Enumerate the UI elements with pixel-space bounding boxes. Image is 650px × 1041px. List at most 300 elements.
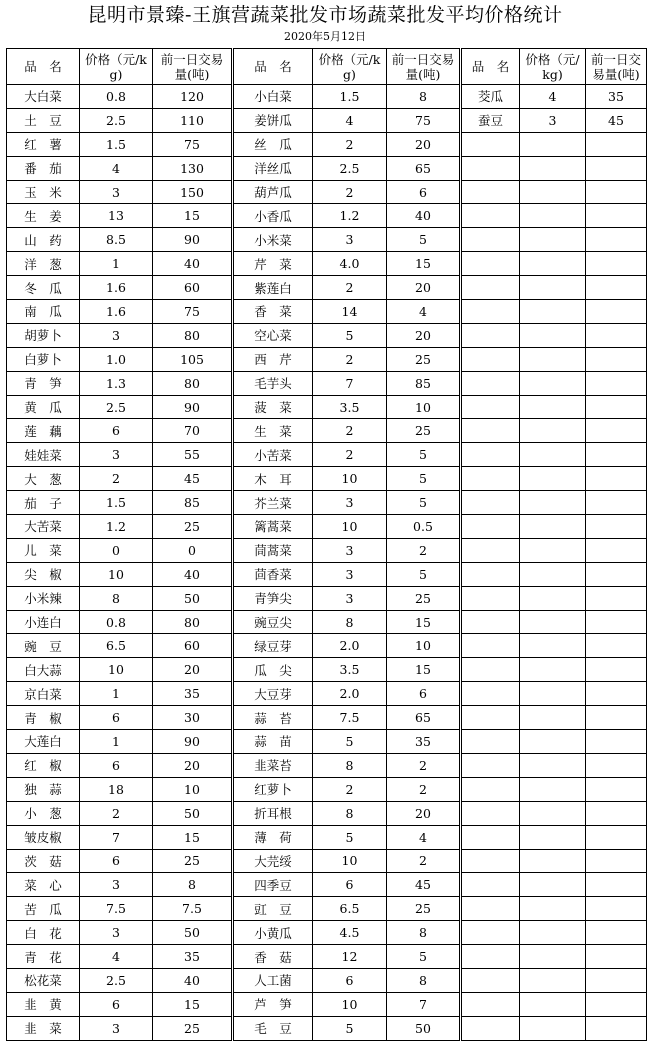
table-row xyxy=(7,610,647,634)
price-cell: 3 xyxy=(313,491,387,515)
price-cell: 10 xyxy=(313,992,387,1016)
price-cell xyxy=(520,395,586,419)
price-cell xyxy=(520,730,586,754)
price-cell: 3.5 xyxy=(313,658,387,682)
vegetable-name: 南 瓜 xyxy=(7,300,80,324)
volume-cell xyxy=(586,132,647,156)
volume-cell: 6 xyxy=(387,180,461,204)
volume-cell: 75 xyxy=(387,108,461,132)
vegetable-name: 大苦菜 xyxy=(7,515,80,539)
table-row xyxy=(7,634,647,658)
vegetable-name: 小米辣 xyxy=(7,586,80,610)
table-row xyxy=(7,897,647,921)
volume-cell: 2 xyxy=(387,753,461,777)
vegetable-name: 京白菜 xyxy=(7,682,80,706)
table-row xyxy=(7,753,647,777)
volume-cell: 45 xyxy=(153,467,233,491)
table-row xyxy=(7,682,647,706)
price-cell: 1.5 xyxy=(80,132,153,156)
vegetable-name: 莲 藕 xyxy=(7,419,80,443)
vegetable-name: 生 菜 xyxy=(233,419,313,443)
volume-cell: 25 xyxy=(387,419,461,443)
volume-cell: 5 xyxy=(387,443,461,467)
price-cell: 4.0 xyxy=(313,252,387,276)
vegetable-name xyxy=(461,873,520,897)
vegetable-name: 独 蒜 xyxy=(7,777,80,801)
price-cell: 3 xyxy=(80,921,153,945)
price-cell: 7 xyxy=(313,371,387,395)
volume-cell xyxy=(586,443,647,467)
price-cell xyxy=(520,491,586,515)
price-cell: 1.6 xyxy=(80,300,153,324)
volume-cell: 120 xyxy=(153,85,233,109)
price-cell xyxy=(520,252,586,276)
volume-cell xyxy=(586,347,647,371)
table-row xyxy=(7,777,647,801)
volume-cell: 15 xyxy=(387,610,461,634)
vegetable-name: 大豆芽 xyxy=(233,682,313,706)
price-cell xyxy=(520,801,586,825)
vegetable-name: 毛芋头 xyxy=(233,371,313,395)
price-cell xyxy=(520,300,586,324)
volume-cell: 25 xyxy=(153,849,233,873)
vegetable-name: 小米菜 xyxy=(233,228,313,252)
price-cell xyxy=(520,634,586,658)
price-cell: 1 xyxy=(80,682,153,706)
volume-cell xyxy=(586,730,647,754)
price-cell: 1.6 xyxy=(80,276,153,300)
vegetable-name: 紫莲白 xyxy=(233,276,313,300)
vegetable-name: 折耳根 xyxy=(233,801,313,825)
price-cell xyxy=(520,204,586,228)
volume-cell: 20 xyxy=(387,276,461,300)
price-cell: 3.5 xyxy=(313,395,387,419)
price-cell: 2.5 xyxy=(80,395,153,419)
volume-cell xyxy=(586,180,647,204)
vegetable-name: 青 椒 xyxy=(7,706,80,730)
vegetable-name xyxy=(461,753,520,777)
vegetable-name: 山 药 xyxy=(7,228,80,252)
vegetable-name xyxy=(461,491,520,515)
vegetable-name: 番 茄 xyxy=(7,156,80,180)
volume-cell: 35 xyxy=(586,85,647,109)
volume-cell: 8 xyxy=(387,921,461,945)
vegetable-name xyxy=(461,395,520,419)
volume-cell: 55 xyxy=(153,443,233,467)
volume-cell xyxy=(586,515,647,539)
volume-cell: 10 xyxy=(387,634,461,658)
header-name: 品 名 xyxy=(233,49,313,85)
price-cell: 8 xyxy=(80,586,153,610)
header-price: 价格（元/kg) xyxy=(313,49,387,85)
vegetable-name xyxy=(461,347,520,371)
page-title: 昆明市景臻-王旗营蔬菜批发市场蔬菜批发平均价格统计 xyxy=(87,4,563,26)
vegetable-name: 四季豆 xyxy=(233,873,313,897)
vegetable-name: 篱蒿菜 xyxy=(233,515,313,539)
vegetable-name: 蚕豆 xyxy=(461,108,520,132)
vegetable-name: 毛 豆 xyxy=(233,1016,313,1040)
table-row xyxy=(7,395,647,419)
volume-cell: 20 xyxy=(153,753,233,777)
table-row xyxy=(7,108,647,132)
vegetable-name xyxy=(461,180,520,204)
volume-cell: 30 xyxy=(153,706,233,730)
volume-cell: 5 xyxy=(387,467,461,491)
price-cell xyxy=(520,180,586,204)
vegetable-name: 大芫绥 xyxy=(233,849,313,873)
price-cell: 2 xyxy=(313,443,387,467)
vegetable-name: 葫芦瓜 xyxy=(233,180,313,204)
vegetable-name: 小白菜 xyxy=(233,85,313,109)
price-cell: 6 xyxy=(80,992,153,1016)
vegetable-name xyxy=(461,467,520,491)
volume-cell: 25 xyxy=(387,897,461,921)
header-row xyxy=(7,49,647,85)
price-cell xyxy=(520,132,586,156)
vegetable-name xyxy=(461,562,520,586)
volume-cell xyxy=(586,682,647,706)
price-cell xyxy=(520,538,586,562)
header-volume: 前一日交易量(吨) xyxy=(586,49,647,85)
vegetable-name: 青笋尖 xyxy=(233,586,313,610)
price-cell xyxy=(520,658,586,682)
price-cell: 4 xyxy=(520,85,586,109)
vegetable-name: 蒜 苔 xyxy=(233,706,313,730)
volume-cell: 0 xyxy=(153,538,233,562)
volume-cell xyxy=(586,300,647,324)
vegetable-name xyxy=(461,586,520,610)
vegetable-name: 蒜 苗 xyxy=(233,730,313,754)
volume-cell xyxy=(586,753,647,777)
volume-cell: 90 xyxy=(153,395,233,419)
vegetable-name: 娃娃菜 xyxy=(7,443,80,467)
vegetable-name xyxy=(461,921,520,945)
price-cell xyxy=(520,371,586,395)
vegetable-name: 茴香菜 xyxy=(233,562,313,586)
volume-cell: 10 xyxy=(387,395,461,419)
price-cell: 6.5 xyxy=(313,897,387,921)
price-cell: 6 xyxy=(80,419,153,443)
header-name: 品 名 xyxy=(7,49,80,85)
vegetable-name xyxy=(461,968,520,992)
volume-cell: 2 xyxy=(387,538,461,562)
price-cell: 6 xyxy=(80,706,153,730)
price-cell xyxy=(520,706,586,730)
vegetable-name: 芥兰菜 xyxy=(233,491,313,515)
vegetable-name xyxy=(461,419,520,443)
price-cell: 10 xyxy=(313,515,387,539)
price-cell: 1.5 xyxy=(313,85,387,109)
price-cell: 4 xyxy=(80,156,153,180)
volume-cell: 150 xyxy=(153,180,233,204)
table-row xyxy=(7,562,647,586)
volume-cell xyxy=(586,371,647,395)
table-row xyxy=(7,730,647,754)
vegetable-name xyxy=(461,132,520,156)
vegetable-name xyxy=(461,276,520,300)
vegetable-name xyxy=(461,300,520,324)
price-cell: 10 xyxy=(313,467,387,491)
price-cell: 4.5 xyxy=(313,921,387,945)
volume-cell: 80 xyxy=(153,323,233,347)
price-cell: 2.0 xyxy=(313,682,387,706)
table-row xyxy=(7,825,647,849)
vegetable-name xyxy=(461,443,520,467)
vegetable-name: 大白菜 xyxy=(7,85,80,109)
volume-cell xyxy=(586,419,647,443)
volume-cell: 5 xyxy=(387,228,461,252)
table-row xyxy=(7,180,647,204)
volume-cell xyxy=(586,204,647,228)
volume-cell xyxy=(586,825,647,849)
volume-cell: 35 xyxy=(387,730,461,754)
price-cell: 2.5 xyxy=(80,108,153,132)
volume-cell: 40 xyxy=(153,562,233,586)
vegetable-name: 茄 子 xyxy=(7,491,80,515)
vegetable-name: 大莲白 xyxy=(7,730,80,754)
price-cell xyxy=(520,276,586,300)
price-cell: 12 xyxy=(313,945,387,969)
volume-cell xyxy=(586,610,647,634)
table-row xyxy=(7,443,647,467)
price-cell xyxy=(520,419,586,443)
volume-cell: 7 xyxy=(387,992,461,1016)
vegetable-name xyxy=(461,730,520,754)
volume-cell xyxy=(586,801,647,825)
price-cell: 5 xyxy=(313,730,387,754)
volume-cell: 50 xyxy=(153,586,233,610)
price-cell: 2.0 xyxy=(313,634,387,658)
volume-cell xyxy=(586,777,647,801)
vegetable-name xyxy=(461,228,520,252)
vegetable-name: 胡萝卜 xyxy=(7,323,80,347)
table-row xyxy=(7,467,647,491)
volume-cell: 5 xyxy=(387,491,461,515)
vegetable-name: 菜 心 xyxy=(7,873,80,897)
price-cell: 3 xyxy=(80,323,153,347)
table-row xyxy=(7,658,647,682)
table-row xyxy=(7,276,647,300)
volume-cell: 20 xyxy=(387,323,461,347)
vegetable-name xyxy=(461,1016,520,1040)
volume-cell: 110 xyxy=(153,108,233,132)
volume-cell: 65 xyxy=(387,156,461,180)
volume-cell: 25 xyxy=(387,586,461,610)
vegetable-name xyxy=(461,610,520,634)
price-cell: 5 xyxy=(313,825,387,849)
price-cell: 0.8 xyxy=(80,610,153,634)
price-cell: 2 xyxy=(313,276,387,300)
price-cell: 7.5 xyxy=(80,897,153,921)
volume-cell: 80 xyxy=(153,371,233,395)
vegetable-name: 冬 瓜 xyxy=(7,276,80,300)
price-cell xyxy=(520,515,586,539)
price-cell xyxy=(520,610,586,634)
price-cell: 3 xyxy=(80,443,153,467)
vegetable-name xyxy=(461,849,520,873)
price-cell: 10 xyxy=(80,562,153,586)
price-cell xyxy=(520,873,586,897)
vegetable-name xyxy=(461,777,520,801)
volume-cell: 5 xyxy=(387,562,461,586)
table-row xyxy=(7,968,647,992)
volume-cell: 85 xyxy=(387,371,461,395)
price-cell: 7 xyxy=(80,825,153,849)
price-cell: 1.3 xyxy=(80,371,153,395)
table-row xyxy=(7,132,647,156)
price-cell xyxy=(520,777,586,801)
volume-cell xyxy=(586,706,647,730)
price-cell: 2 xyxy=(313,347,387,371)
price-cell: 0.8 xyxy=(80,85,153,109)
table-row xyxy=(7,921,647,945)
vegetable-name xyxy=(461,204,520,228)
price-cell: 1.5 xyxy=(80,491,153,515)
volume-cell xyxy=(586,252,647,276)
header-price: 价格（元/kg) xyxy=(520,49,586,85)
vegetable-name xyxy=(461,825,520,849)
price-cell: 1 xyxy=(80,252,153,276)
volume-cell xyxy=(586,538,647,562)
price-cell: 3 xyxy=(313,586,387,610)
price-cell xyxy=(520,897,586,921)
vegetable-name xyxy=(461,634,520,658)
volume-cell: 4 xyxy=(387,300,461,324)
vegetable-name: 豌豆尖 xyxy=(233,610,313,634)
price-cell: 7.5 xyxy=(313,706,387,730)
table-row xyxy=(7,156,647,180)
table-row xyxy=(7,992,647,1016)
volume-cell: 25 xyxy=(153,1016,233,1040)
price-cell xyxy=(520,682,586,706)
vegetable-name: 韭菜苔 xyxy=(233,753,313,777)
vegetable-name: 绿豆芽 xyxy=(233,634,313,658)
volume-cell xyxy=(586,395,647,419)
volume-cell: 60 xyxy=(153,276,233,300)
price-cell: 6 xyxy=(313,873,387,897)
price-cell: 8 xyxy=(313,801,387,825)
price-cell: 1.2 xyxy=(313,204,387,228)
volume-cell: 70 xyxy=(153,419,233,443)
table-row xyxy=(7,706,647,730)
table-row xyxy=(7,419,647,443)
volume-cell: 40 xyxy=(387,204,461,228)
volume-cell: 45 xyxy=(586,108,647,132)
volume-cell: 2 xyxy=(387,849,461,873)
vegetable-name: 丝 瓜 xyxy=(233,132,313,156)
volume-cell: 15 xyxy=(153,992,233,1016)
price-cell: 1.0 xyxy=(80,347,153,371)
price-cell xyxy=(520,347,586,371)
price-cell: 2 xyxy=(80,467,153,491)
vegetable-name: 黄 瓜 xyxy=(7,395,80,419)
volume-cell: 15 xyxy=(153,204,233,228)
volume-cell: 25 xyxy=(153,515,233,539)
vegetable-name: 豌 豆 xyxy=(7,634,80,658)
vegetable-name: 人工菌 xyxy=(233,968,313,992)
header-volume: 前一日交易量(吨) xyxy=(153,49,233,85)
vegetable-name: 白 花 xyxy=(7,921,80,945)
vegetable-name: 小苦菜 xyxy=(233,443,313,467)
volume-cell: 20 xyxy=(153,658,233,682)
volume-cell: 45 xyxy=(387,873,461,897)
volume-cell xyxy=(586,634,647,658)
volume-cell: 20 xyxy=(387,132,461,156)
price-cell xyxy=(520,825,586,849)
vegetable-name xyxy=(461,371,520,395)
volume-cell: 20 xyxy=(387,801,461,825)
price-cell: 8.5 xyxy=(80,228,153,252)
price-cell: 1.2 xyxy=(80,515,153,539)
price-cell: 4 xyxy=(80,945,153,969)
price-cell: 10 xyxy=(80,658,153,682)
volume-cell xyxy=(586,849,647,873)
table-row xyxy=(7,204,647,228)
price-cell: 18 xyxy=(80,777,153,801)
table-row xyxy=(7,538,647,562)
price-cell: 1 xyxy=(80,730,153,754)
table-row xyxy=(7,586,647,610)
table-row xyxy=(7,873,647,897)
vegetable-name: 茨 菇 xyxy=(7,849,80,873)
price-cell: 13 xyxy=(80,204,153,228)
price-cell: 3 xyxy=(313,228,387,252)
table-row xyxy=(7,252,647,276)
vegetable-name xyxy=(461,992,520,1016)
volume-cell xyxy=(586,658,647,682)
vegetable-name: 木 耳 xyxy=(233,467,313,491)
table-row xyxy=(7,228,647,252)
price-cell: 4 xyxy=(313,108,387,132)
volume-cell: 85 xyxy=(153,491,233,515)
price-cell xyxy=(520,467,586,491)
volume-cell: 15 xyxy=(387,252,461,276)
volume-cell: 7.5 xyxy=(153,897,233,921)
volume-cell: 50 xyxy=(153,801,233,825)
volume-cell xyxy=(586,945,647,969)
price-cell xyxy=(520,443,586,467)
vegetable-name: 红萝卜 xyxy=(233,777,313,801)
vegetable-name: 菠 菜 xyxy=(233,395,313,419)
volume-cell xyxy=(586,156,647,180)
volume-cell xyxy=(586,1016,647,1040)
price-cell xyxy=(520,156,586,180)
price-cell: 0 xyxy=(80,538,153,562)
vegetable-name: 芹 菜 xyxy=(233,252,313,276)
volume-cell: 10 xyxy=(153,777,233,801)
price-table xyxy=(6,48,647,1041)
price-cell: 5 xyxy=(313,323,387,347)
price-cell: 2.5 xyxy=(80,968,153,992)
table-row xyxy=(7,849,647,873)
price-cell: 3 xyxy=(313,538,387,562)
vegetable-name: 玉 米 xyxy=(7,180,80,204)
volume-cell xyxy=(586,276,647,300)
vegetable-name: 青 笋 xyxy=(7,371,80,395)
volume-cell: 40 xyxy=(153,252,233,276)
vegetable-name: 松花菜 xyxy=(7,968,80,992)
volume-cell: 40 xyxy=(153,968,233,992)
price-cell xyxy=(520,849,586,873)
vegetable-name xyxy=(461,515,520,539)
price-cell: 8 xyxy=(313,753,387,777)
price-cell: 3 xyxy=(80,873,153,897)
price-cell: 2 xyxy=(313,132,387,156)
header-volume: 前一日交易量(吨) xyxy=(387,49,461,85)
volume-cell: 6 xyxy=(387,682,461,706)
volume-cell: 60 xyxy=(153,634,233,658)
table-row xyxy=(7,300,647,324)
